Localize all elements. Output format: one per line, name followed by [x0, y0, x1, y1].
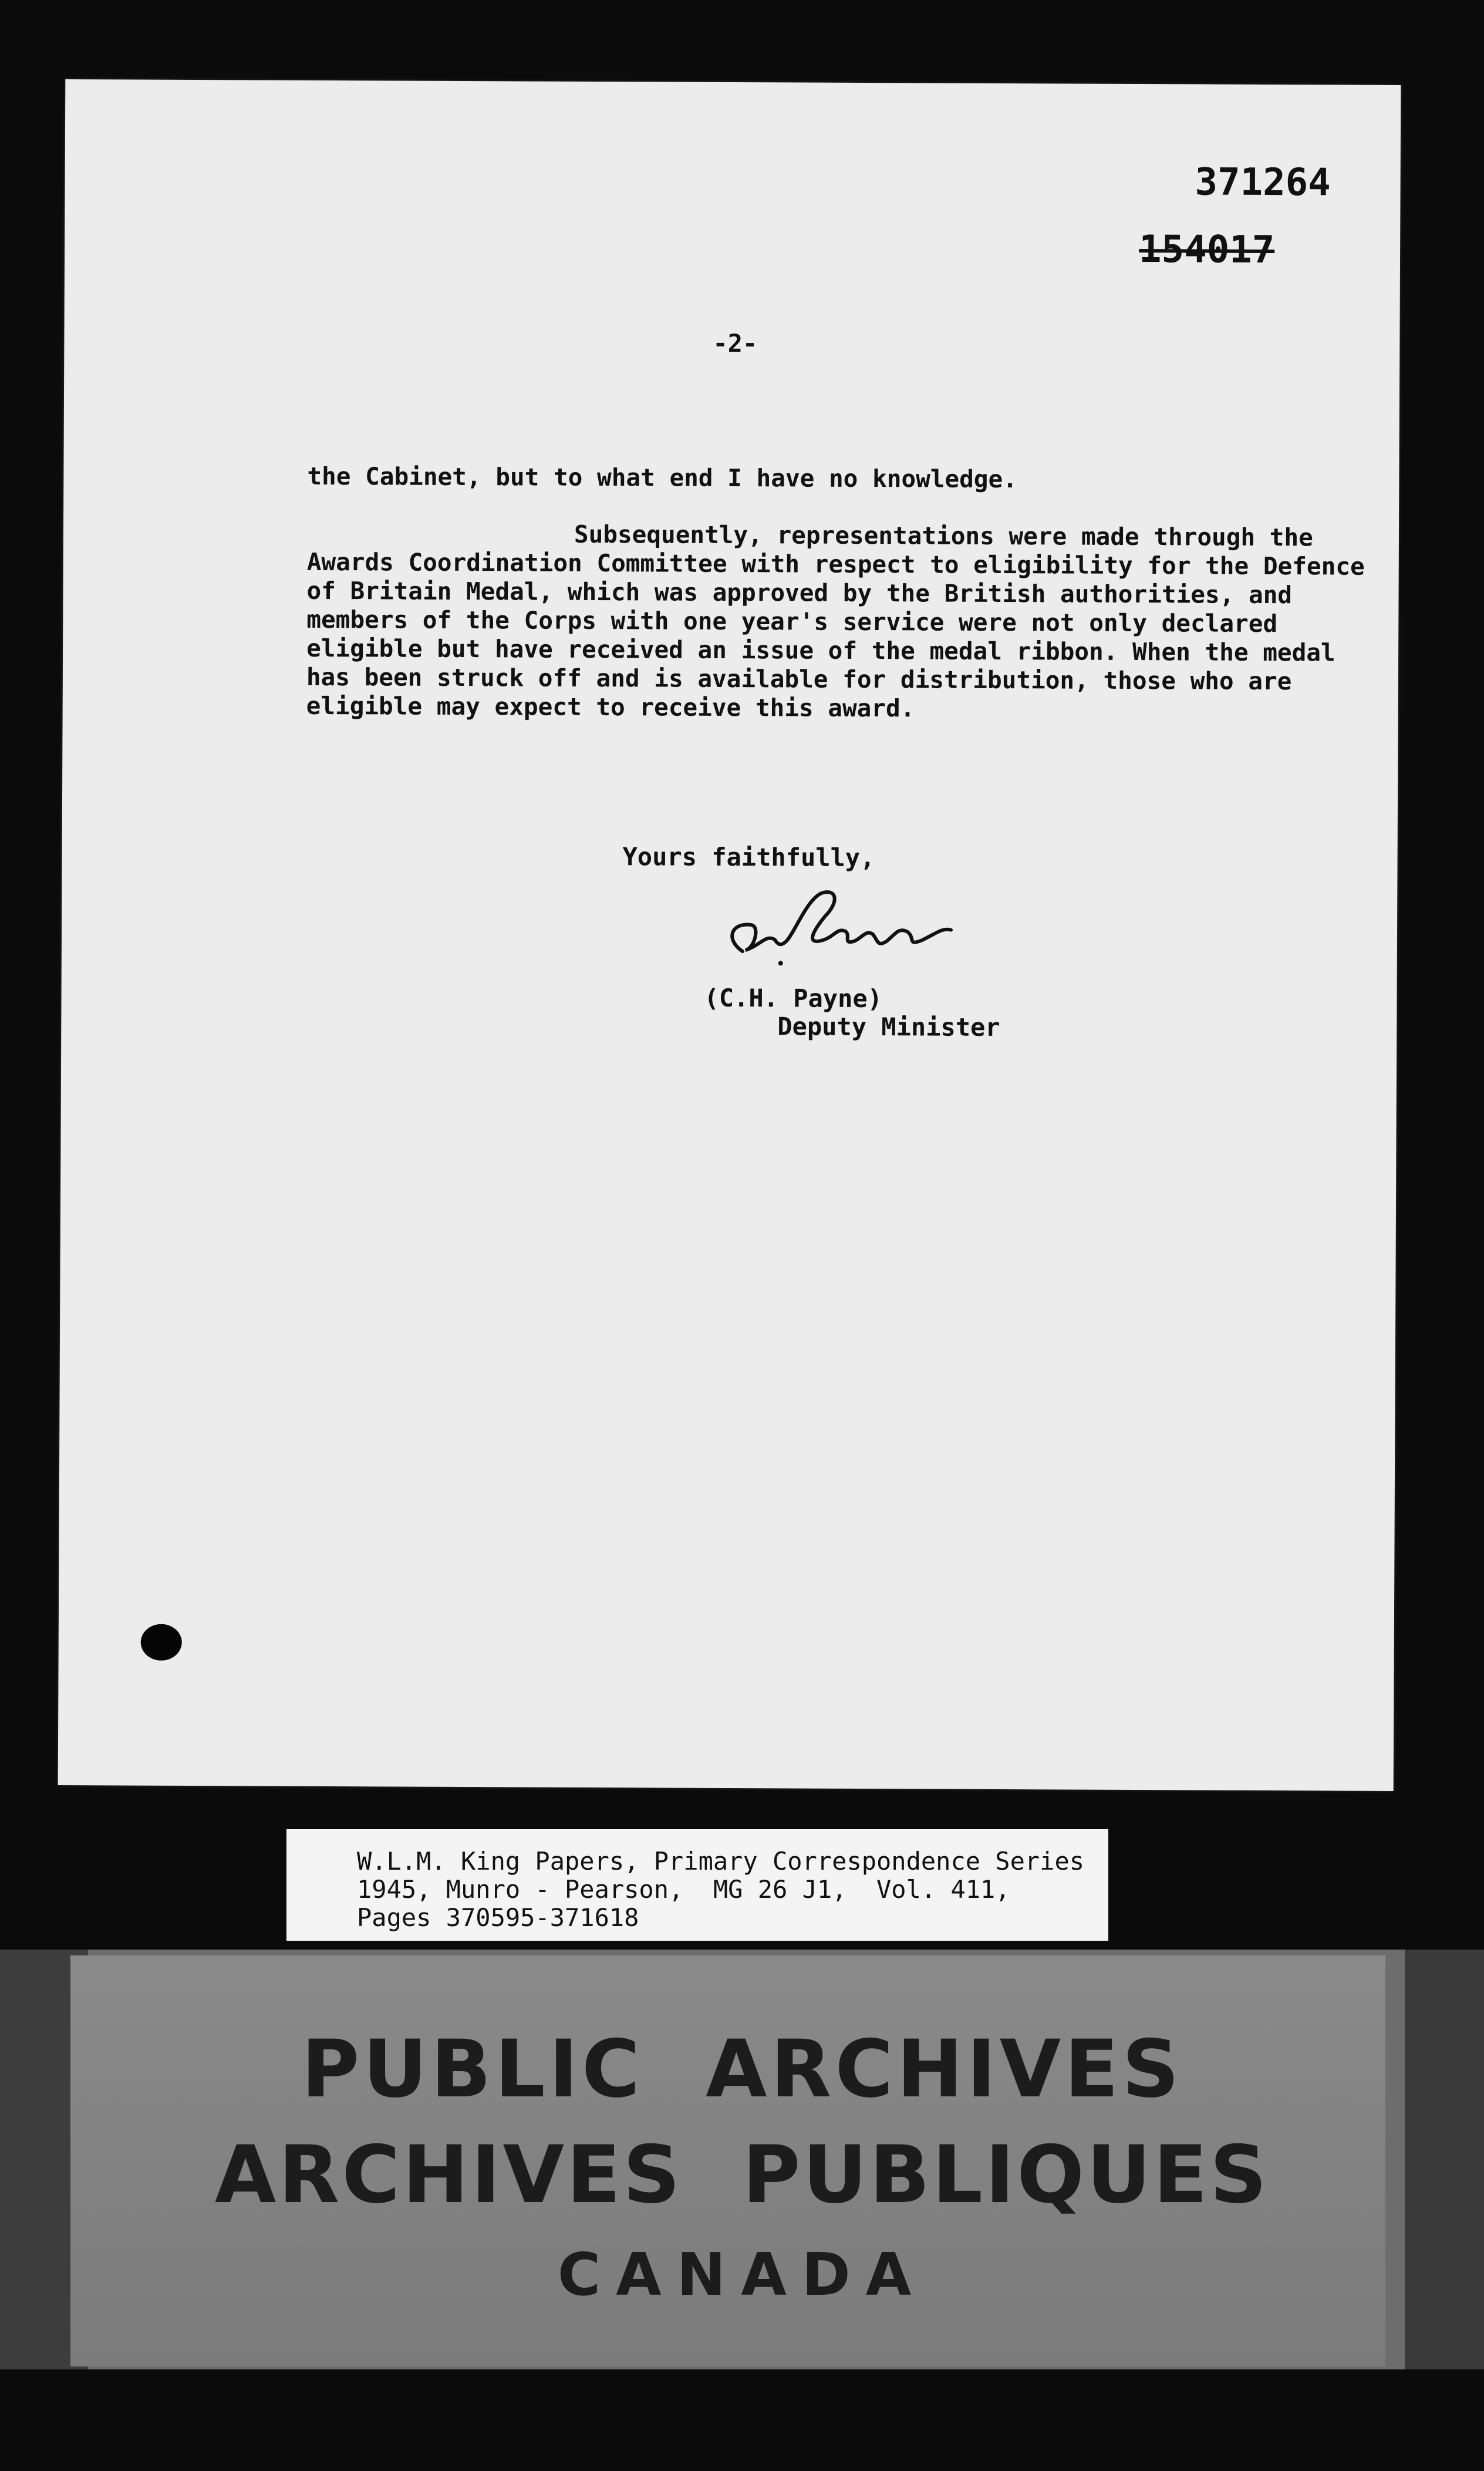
paragraph-2: Subsequently, representations were made through the Awards Coordination Committee with respect to eligibility for the Defence of Britain Medal, which was approved by the British authorities, and members of the Corps with one year's service were not only declared eligible but have received an issue of the medal ribbon. When the medal has been struck off and is available for distribution, those who are eligible may expect to receive this award. — [306, 520, 1365, 723]
letter-body — [306, 462, 1376, 725]
archive-stamp-line-3: CANADA — [557, 2240, 927, 2309]
reference-label — [286, 1829, 1108, 1941]
page-number: -2- — [713, 328, 758, 358]
struck-document-number: 154017 — [1138, 228, 1275, 272]
handwritten-signature — [719, 875, 966, 976]
archive-stamp-line-2: ARCHIVES PUBLIQUES — [214, 2129, 1270, 2221]
paragraph-1: the Cabinet, but to what end I have no knowledge. — [307, 462, 1018, 494]
punch-hole — [141, 1624, 182, 1661]
reference-line-2: 1945, Munro - Pearson, MG 26 J1, Vol. 411, — [357, 1875, 1010, 1904]
archive-stamp-line-1: PUBLIC ARCHIVES — [301, 2023, 1183, 2115]
document-number: 371264 — [1195, 160, 1331, 205]
signatory-name: (C.H. Payne) — [704, 983, 883, 1014]
reference-line-3: Pages 370595-371618 — [357, 1903, 639, 1932]
closing: Yours faithfully, — [622, 842, 875, 873]
letter-page — [58, 79, 1401, 1791]
reference-line-1: W.L.M. King Papers, Primary Correspondence Series — [357, 1847, 1085, 1876]
signatory-title: Deputy Minister — [777, 1012, 1000, 1042]
